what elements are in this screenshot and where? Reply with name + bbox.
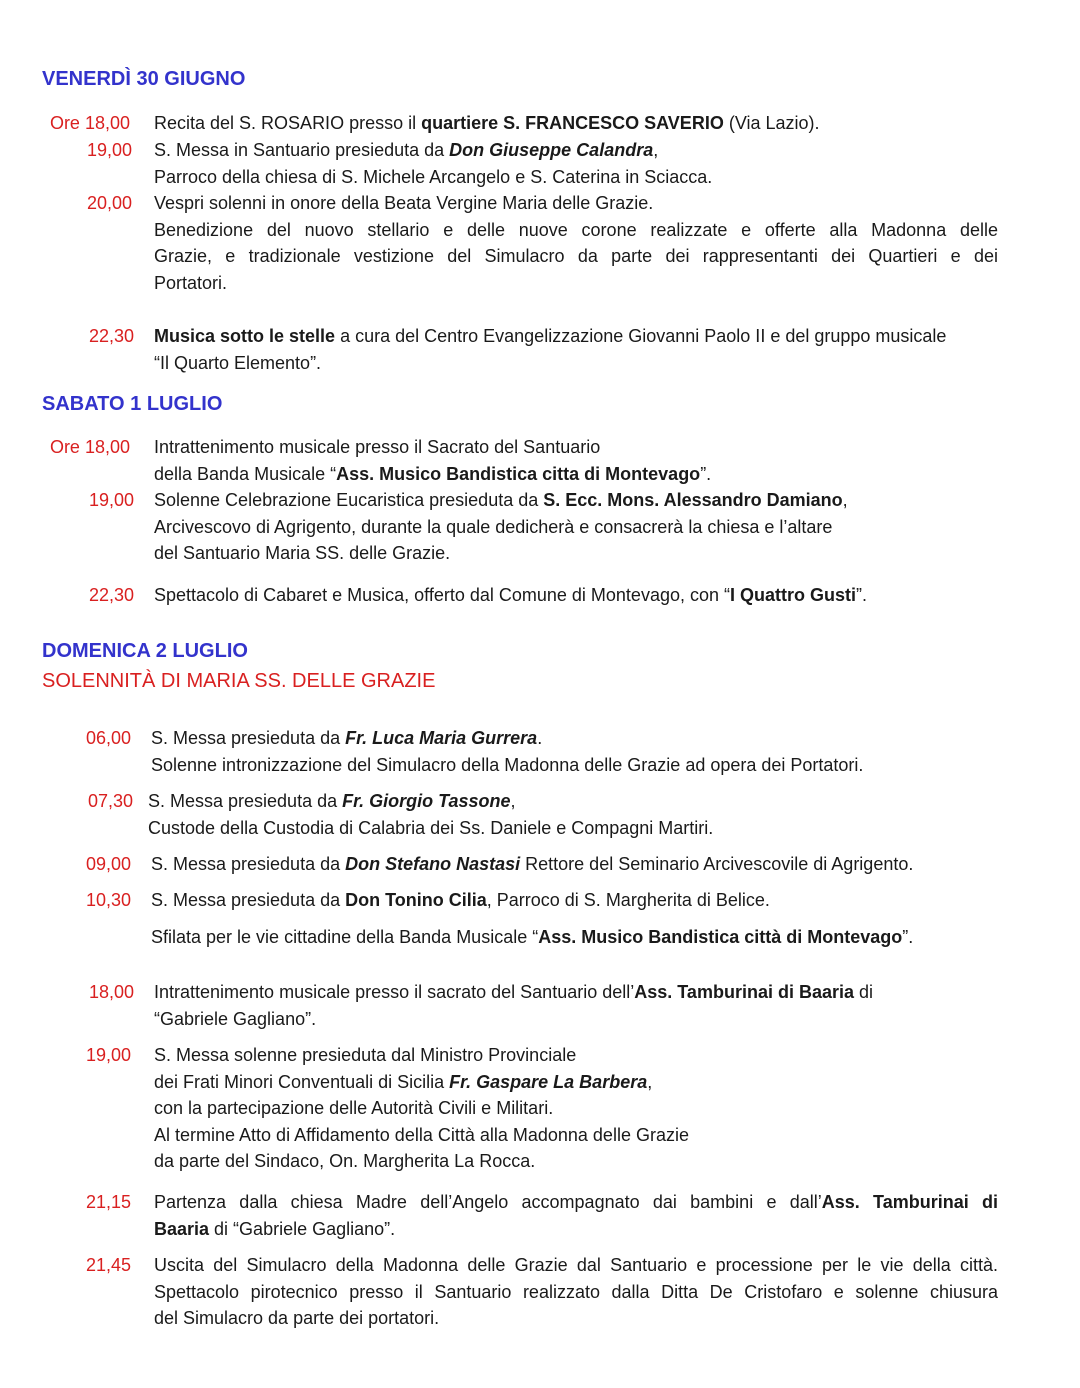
event-text: a cura del Centro Evangelizzazione Giovanni Paolo II e del gruppo musicale xyxy=(335,326,947,346)
event-description xyxy=(154,487,998,567)
event-text: Custode della Custodia di Calabria dei Ss. Daniele e Compagni Martiri. xyxy=(148,817,714,838)
event-text: Portatori. xyxy=(154,272,228,293)
event-time: 06,00 xyxy=(85,728,131,748)
event-description xyxy=(154,110,998,137)
event-description xyxy=(151,725,995,778)
event-text: di xyxy=(854,982,874,1002)
event-time: 19,00 xyxy=(86,140,132,160)
event-text: del Santuario Maria SS. delle Grazie. xyxy=(154,543,451,563)
event-text: Benedizione del nuovo stellario e delle nuove corone realizzate e offerte alla Madonna delle xyxy=(154,219,998,240)
event-text: ”. xyxy=(856,585,867,605)
event-location: quartiere S. FRANCESCO SAVERIO xyxy=(421,113,724,133)
event-description xyxy=(154,582,998,609)
event-description xyxy=(154,1042,998,1175)
day-heading: DOMENICA 2 LUGLIO xyxy=(42,640,248,662)
event-text: (Via Lazio). xyxy=(723,113,820,133)
event-text: Arcivescovo di Agrigento, durante la quale dedicherà e consacrerà la chiesa e l’altare xyxy=(154,516,833,537)
event-text: Recita del S. ROSARIO presso il xyxy=(154,113,422,133)
celebrant-name: Don Giuseppe Calandra xyxy=(449,140,654,160)
celebrant-name: Fr. Gaspare La Barbera xyxy=(449,1071,648,1092)
event-text: Rettore del Seminario Arcivescovile di Agrigento. xyxy=(520,854,914,874)
event-text: Al termine Atto di Affidamento della Città alla Madonna delle Grazie xyxy=(154,1124,689,1145)
event-time: 10,30 xyxy=(85,890,131,910)
band-name: Ass. Musico Bandistica citta di Montevago xyxy=(336,463,701,484)
event-time: 22,30 xyxy=(88,326,134,346)
event-description xyxy=(151,887,995,950)
event-text: di “Gabriele Gagliano”. xyxy=(209,1218,396,1239)
celebrant-name: Don Stefano Nastasi xyxy=(345,854,521,874)
event-title: Musica sotto le stelle xyxy=(154,326,336,346)
celebrant-name: S. Ecc. Mons. Alessandro Damiano xyxy=(543,490,843,510)
event-text: . xyxy=(537,728,543,748)
event-text: S. Messa presieduta da xyxy=(151,854,346,874)
event-text: del Simulacro da parte dei portatori. xyxy=(154,1308,440,1328)
event-text: ”. xyxy=(700,463,712,484)
event-text: S. Messa presieduta da xyxy=(148,791,343,811)
event-text: Partenza dalla chiesa Madre dell’Angelo accompagnato dai bambini e dall’ xyxy=(154,1192,822,1212)
event-text: Uscita del Simulacro della Madonna delle Grazie dal Santuario e processione per le vie della città. xyxy=(154,1255,998,1275)
event-time: 22,30 xyxy=(88,585,134,605)
event-description xyxy=(154,323,998,376)
event-text: con la partecipazione delle Autorità Civili e Militari. xyxy=(154,1098,554,1118)
event-text: Solenne Celebrazione Eucaristica presieduta da xyxy=(154,490,544,510)
event-text: Parroco della chiesa di S. Michele Arcangelo e S. Caterina in Sciacca. xyxy=(154,166,713,187)
event-time: 21,45 xyxy=(85,1255,131,1275)
event-description xyxy=(154,190,998,296)
event-text: , Parroco di S. Margherita di Belice. xyxy=(486,890,770,910)
event-text: , xyxy=(842,490,848,510)
event-text: Spettacolo di Cabaret e Musica, offerto dal Comune di Montevago, con “ xyxy=(154,585,730,605)
event-text: , xyxy=(510,791,516,811)
event-text: “Il Quarto Elemento”. xyxy=(154,352,322,373)
day-heading: SABATO 1 LUGLIO xyxy=(42,393,223,415)
event-description xyxy=(151,851,995,878)
band-name: Ass. Musico Bandistica città di Montevago xyxy=(538,926,903,947)
event-time: Ore 18,00 xyxy=(49,437,130,457)
event-time: 07,30 xyxy=(87,791,133,811)
event-text: Spettacolo pirotecnico presso il Santuario realizzato dalla Ditta De Cristofaro e solenne chiusura xyxy=(154,1281,998,1302)
band-name: Ass. Tamburinai di Baaria xyxy=(634,982,854,1002)
band-name: Baaria xyxy=(154,1218,210,1239)
event-description xyxy=(154,434,998,487)
performer-name: I Quattro Gusti xyxy=(730,585,856,605)
event-text: Intrattenimento musicale presso il sacrato del Santuario dell’ xyxy=(154,982,635,1002)
event-text: dei Frati Minori Conventuali di Sicilia xyxy=(154,1071,450,1092)
event-text: S. Messa in Santuario presieduta da xyxy=(154,140,450,160)
event-text: Sfilata per le vie cittadine della Banda Musicale “ xyxy=(151,926,539,947)
event-text: Vespri solenni in onore della Beata Vergine Maria delle Grazie. xyxy=(154,193,654,213)
event-description xyxy=(154,1252,998,1332)
event-time: Ore 18,00 xyxy=(49,113,130,133)
event-text: Grazie, e tradizionale vestizione del Simulacro da parte dei rappresentanti dei Quartieri e dei xyxy=(154,246,998,266)
event-text: S. Messa presieduta da xyxy=(151,890,346,910)
event-description xyxy=(154,1189,998,1242)
event-text: Intrattenimento musicale presso il Sacrato del Santuario xyxy=(154,437,601,457)
day-subtitle: SOLENNITÀ DI MARIA SS. DELLE GRAZIE xyxy=(42,670,436,692)
day-heading: VENERDÌ 30 GIUGNO xyxy=(42,68,246,90)
event-time: 21,15 xyxy=(85,1192,131,1212)
event-time: 09,00 xyxy=(85,854,131,874)
event-time: 19,00 xyxy=(88,490,134,510)
event-description xyxy=(154,137,998,190)
event-description xyxy=(148,788,992,841)
event-text: S. Messa presieduta da xyxy=(151,728,346,748)
celebrant-name: Don Tonino Cilia xyxy=(345,890,487,910)
event-time: 19,00 xyxy=(85,1045,131,1065)
event-time: 20,00 xyxy=(86,193,132,213)
event-text: Solenne intronizzazione del Simulacro della Madonna delle Grazie ad opera dei Portatori. xyxy=(151,754,864,775)
band-name: Ass. Tamburinai di xyxy=(821,1192,998,1212)
event-description xyxy=(154,979,998,1032)
celebrant-name: Fr. Luca Maria Gurrera xyxy=(345,728,538,748)
event-time: 18,00 xyxy=(88,982,134,1002)
event-text: ”. xyxy=(902,926,914,947)
event-text: “Gabriele Gagliano”. xyxy=(154,1008,317,1029)
event-text: S. Messa solenne presieduta dal Ministro Provinciale xyxy=(154,1045,577,1065)
event-text: da parte del Sindaco, On. Margherita La Rocca. xyxy=(154,1151,536,1171)
event-text: , xyxy=(653,140,659,160)
celebrant-name: Fr. Giorgio Tassone xyxy=(342,791,511,811)
event-text: della Banda Musicale “ xyxy=(154,463,337,484)
event-text: , xyxy=(647,1071,653,1092)
